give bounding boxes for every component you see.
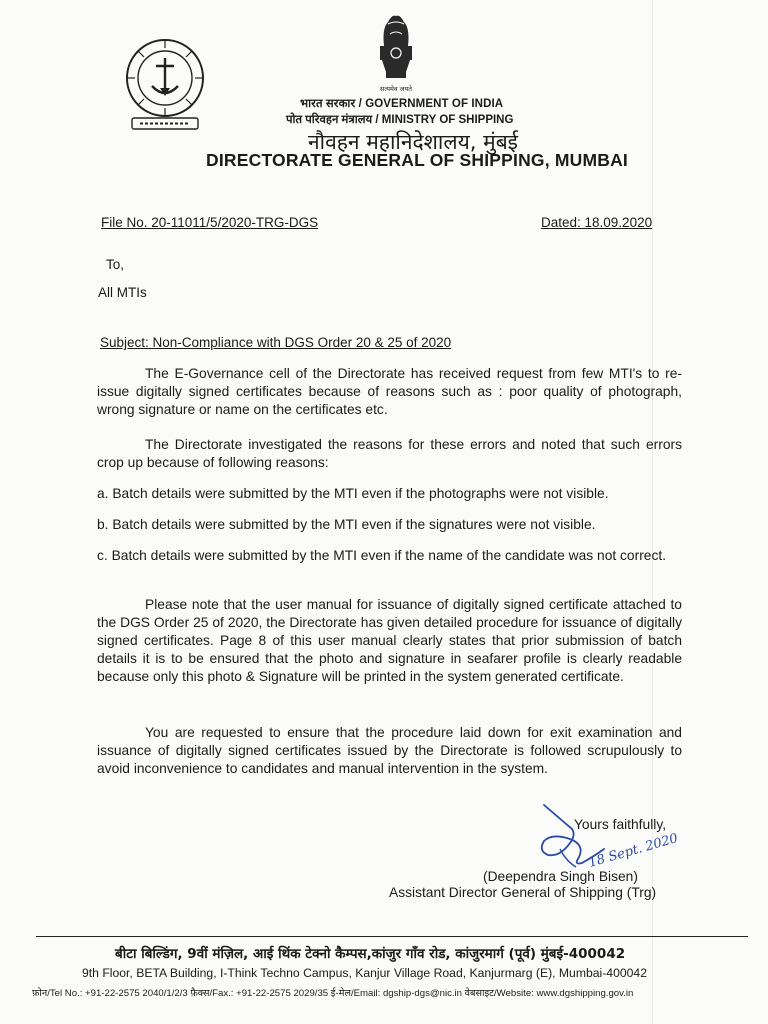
emblem-motto: सत्यमेव जयते bbox=[380, 85, 412, 93]
letter-date: Dated: 18.09.2020 bbox=[541, 215, 653, 230]
subject-line: Subject: Non-Compliance with DGS Order 20 & 25 of 2020 bbox=[100, 335, 452, 350]
footer-address: 9th Floor, BETA Building, I-Think Techno Campus, Kanjur Village Road, Kanjurmarg (E), Mumbai-400042 bbox=[82, 966, 647, 980]
footer-address-hindi: बीटा बिल्डिंग, 9वीं मंज़िल, आई थिंक टेक्नो कैम्पस,कांजुर गाँव रोड, कांजुरमार्ग (पूर्व) मुंबई-400042 bbox=[115, 946, 626, 962]
signer-name: (Deependra Singh Bisen) bbox=[483, 869, 638, 884]
dgs-seal-logo bbox=[118, 36, 212, 136]
reason-item: c. Batch details were submitted by the MTI even if the name of the candidate was not correct. bbox=[97, 548, 667, 563]
signer-designation: Assistant Director General of Shipping (Trg) bbox=[389, 885, 657, 900]
ministry-line: पोत परिवहन मंत्रालय / MINISTRY OF SHIPPING bbox=[286, 114, 514, 126]
directorate-title: DIRECTORATE GENERAL OF SHIPPING, MUMBAI bbox=[206, 150, 628, 170]
paragraph-3: Please note that the user manual for issuance of digitally signed certificate attached to the DGS Order 25 of 2020, the Directorate has given detailed procedure for issuance of digitally signed certificates. Page 8 of this user manual clearly states that prior submission of batch details it is to be ensured that the photo and signature in seafarer profile is clearly readable because only this photo & Signature will be printed in the system generated certificate. bbox=[97, 597, 682, 684]
addressee: All MTIs bbox=[98, 285, 147, 300]
government-line: भारत सरकार / GOVERNMENT OF INDIA bbox=[300, 98, 504, 110]
reason-item: b. Batch details were submitted by the MTI even if the signatures were not visible. bbox=[97, 517, 596, 532]
paragraph-4: You are requested to ensure that the procedure laid down for exit examination and issuance of digitally signed certificates issued by the Directorate is followed scrupulously to avoid inconvenience to candidates and manual intervention in the system. bbox=[97, 725, 682, 776]
salutation-to: To, bbox=[106, 257, 125, 272]
footer-divider bbox=[36, 936, 748, 937]
signature-date-annotation: 18 Sept. 2020 bbox=[586, 831, 680, 871]
closing-line: Yours faithfully, bbox=[574, 817, 667, 832]
directorate-title-hindi: नौवहन महानिदेशालय, मुंबई bbox=[308, 130, 518, 154]
file-number: File No. 20-11011/5/2020-TRG-DGS bbox=[101, 215, 319, 230]
reason-item: a. Batch details were submitted by the MTI even if the photographs were not visible. bbox=[97, 486, 609, 501]
paragraph-1: The E-Governance cell of the Directorate has received request from few MTI's to re-issue digitally signed certificates because of reasons such as : poor quality of photograph, wrong signature or name on the certificates etc. bbox=[97, 366, 682, 417]
footer-contacts: फ़ोन/Tel No.: +91-22-2575 2040/1/2/3 फ़ैक्स/Fax.: +91-22-2575 2029/35 ई-मेल/Email: dgship-dgs@nic.in वेबसाइट/Website: www.dgshipping.gov.in bbox=[32, 988, 634, 999]
paragraph-2: The Directorate investigated the reasons for these errors and noted that such errors crop up because of following reasons: bbox=[97, 437, 682, 470]
